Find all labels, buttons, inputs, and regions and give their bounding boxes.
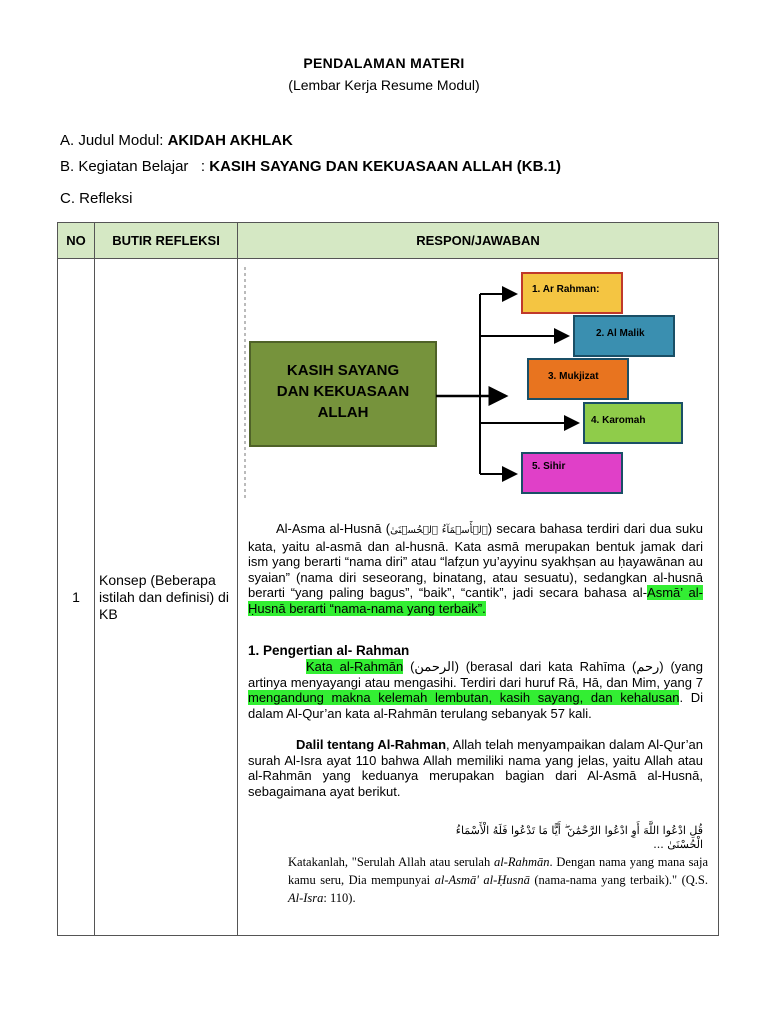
item-label-3: 3. Mukjizat [548,371,599,382]
reflection-label: C. Refleksi [60,190,133,207]
header-butir: BUTIR REFLEKSI [95,223,238,259]
activity-value: KASIH SAYANG DAN KEKUASAAN ALLAH (KB.1) [209,158,561,175]
row-butir: Konsep (Beberapa istilah dan definisi) di KB [95,259,238,936]
item-label-2: 2. Al Malik [596,328,645,339]
highlight-kata-rahman: Kata al-Rahmān [306,659,404,674]
item-box-5 [522,453,622,493]
center-line-2: DAN KEKUASAAN [276,383,410,400]
item-label-1: 1. Ar Rahman: [532,284,600,295]
asmaul-husna-paragraph: Al-Asma al-Husnā (ٱلۡأَسۡمَآءُ ٱلۡحُسۡنَىٰ) secara bahasa terdiri dari dua suku kata, yaitu al-asmā dan al-husnā. Kata asmā merupakan bentuk jamak dari ism yang berarti “nama diri” atau “lafẓun yu’ayyinu syakhṣan au ḥayawānan au syaian” (nama diri seseorang, binatang, atau sesuatu), sedangkan al-husnā berarti “yang paling bagus”, “baik”, “cantik”, jadi secara bahasa al-Asmā’ al- Ḥusnā berarti “nama-nama yang terbaik”. [248,521,703,616]
verse-translation: Katakanlah, "Serulah Allah atau serulah al-Rahmān. Dengan nama yang mana saja kamu seru, Dia mempunyai al-Asmā' al-Ḥusnā (nama-nama yang terbaik)." (Q.S. Al-Isra: 110). [288,855,709,905]
arabic-verse: قُلِ ادْعُوا اللَّهَ أَوِ ادْعُوا الرَّحْمَٰنَ ۖ أَيًّا مَا تَدْعُوا فَلَهُ الْأَسْمَاءُ الْحُسْنَىٰ ... [455,824,703,851]
table-row [58,259,719,936]
item-label-5: 5. Sihir [532,461,566,472]
header-respon: RESPON/JAWABAN [238,223,719,259]
center-line-1: KASIH SAYANG [286,362,400,379]
center-line-3: ALLAH [317,404,369,421]
module-title-row: A. Judul Modul: AKIDAH AKHLAK [60,132,293,149]
page-title: PENDALAMAN MATERI [303,55,465,71]
response-cell [238,259,719,936]
rahman-paragraph: Kata al-Rahmān (الرحمن) (berasal dari kata Rahīma (رحم) (yang artinya menyayangi atau mengasihi. Terdiri dari huruf Rā, Hā, dan Mim, yang 7 mengandung makna kelemah lembutan, kasih sayang, dan kehalusan. Di dalam Al-Qur’an kata al-Rahmān terulang sebanyak 57 kali. [248,659,703,721]
reflection-table [57,222,719,936]
row-number: 1 [58,259,95,936]
table-header-row [58,223,719,259]
header-no: NO [58,223,95,259]
concept-diagram [238,259,718,509]
module-title-value: AKIDAH AKHLAK [167,132,293,149]
activity-label: B. Kegiatan Belajar [60,158,189,175]
page-subtitle: (Lembar Kerja Resume Modul) [288,77,480,93]
activity-row: B. Kegiatan Belajar : KASIH SAYANG DAN KEKUASAAN ALLAH (KB.1) [60,158,561,175]
section-heading-rahman: 1. Pengertian al- Rahman [248,643,410,658]
highlight-makna: mengandung makna kelemah lembutan, kasih sayang, dan kehalusan [248,690,680,705]
module-title-label: A. Judul Modul [60,132,160,149]
highlight-definition: Asmā’ al- Ḥusnā berarti “nama-nama yang terbaik”. [248,585,703,616]
dalil-paragraph: Dalil tentang Al-Rahman, Allah telah menyampaikan dalam Al-Qur’an surah Al-Isra ayat 110 bahwa Allah memiliki nama yang jelas, yaitu Allah atau al-Rahmān yang keduanya merupakan bagian dari Al-Asmā al-Husnā, sebagaimana ayat berikut. [248,737,703,799]
item-label-4: 4. Karomah [591,415,646,426]
dalil-heading: Dalil tentang Al-Rahman [296,737,447,752]
